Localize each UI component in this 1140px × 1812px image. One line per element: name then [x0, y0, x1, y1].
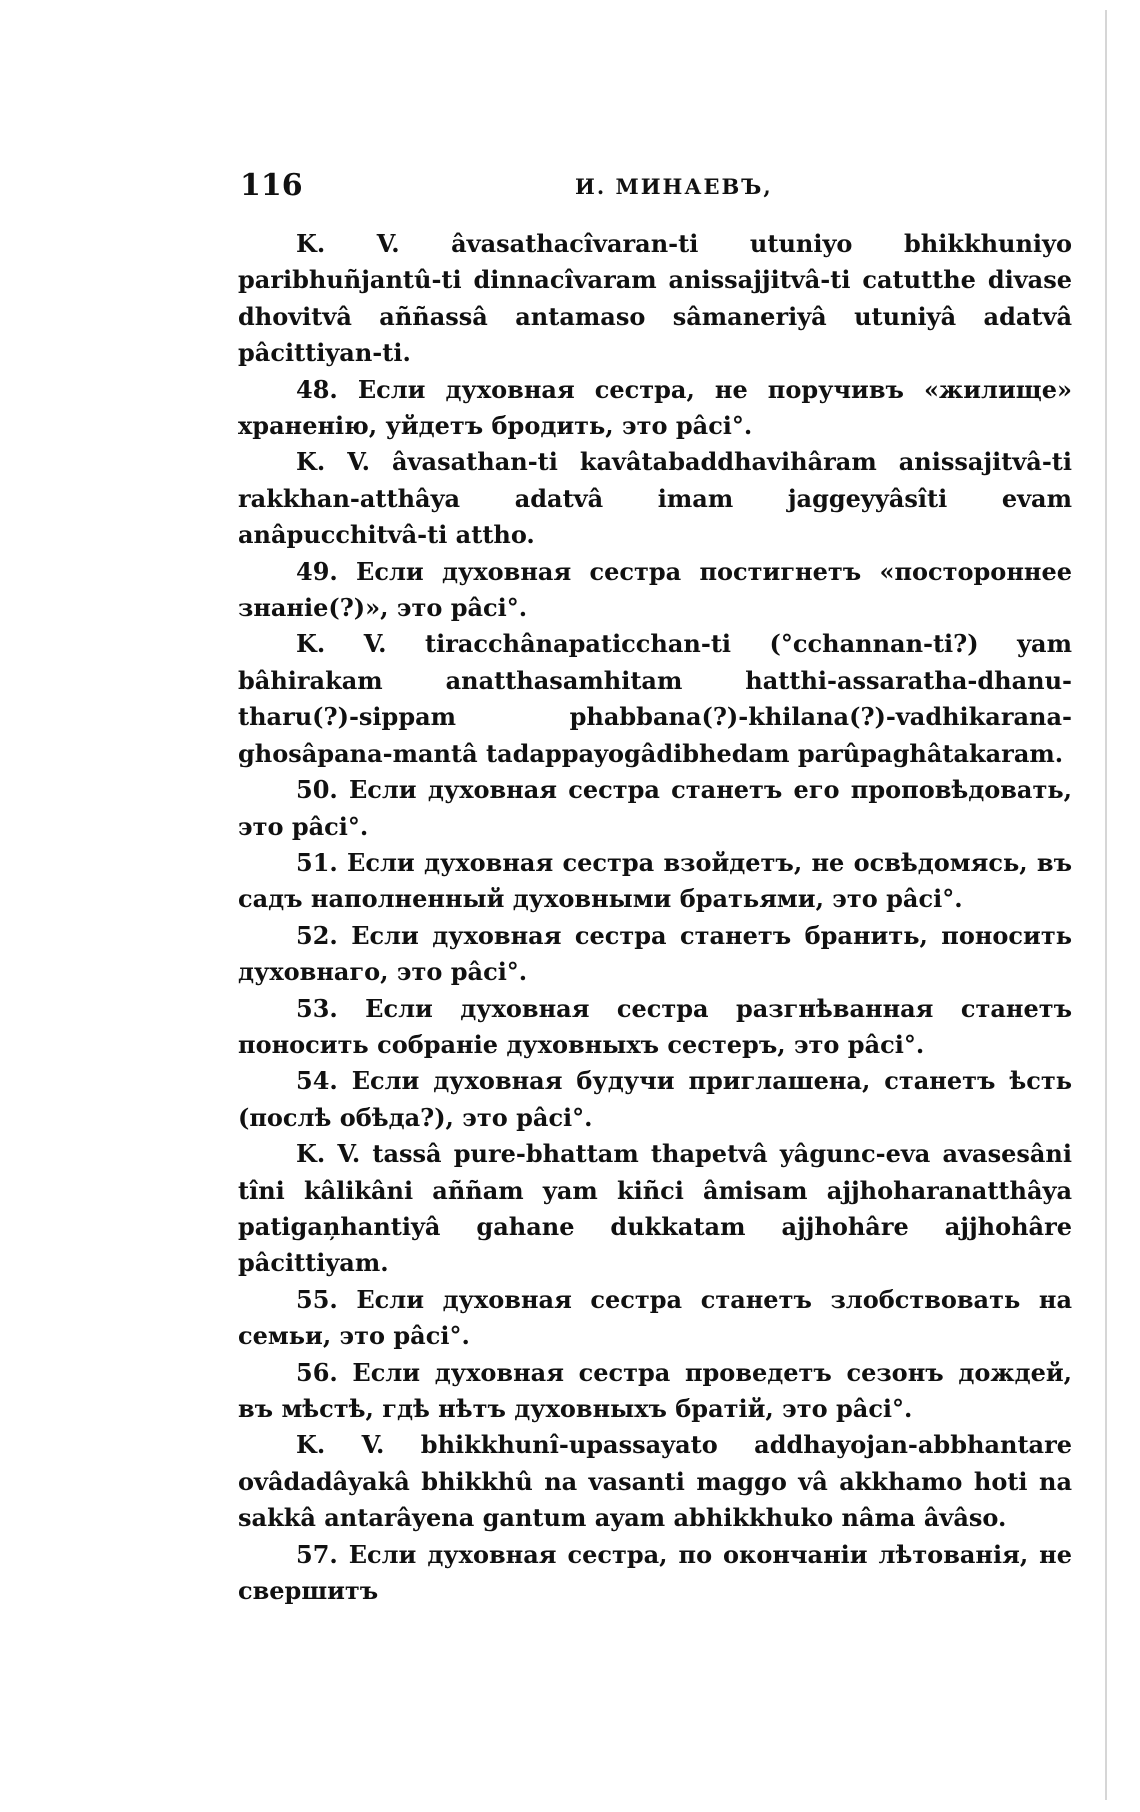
page-edge-rule: [1105, 10, 1107, 1800]
body-text: [238, 226, 1072, 1609]
paragraph-rule-56: 56. Если духовная сестра проведетъ сезонъ дождей, въ мѣстѣ, гдѣ нѣтъ духовныхъ братій, это pâci°.: [238, 1357, 1072, 1423]
paragraph-commentary-4: K. V. tassâ pure-bhattam thapetvâ yâgunc-eva avasesâni tîni kâlikâni aññam yam kiñci âmisam ajjhoharanatthâya patigaņhantiyâ gahane dukkatam ajjhohâre ajjhohâre pâcittiyam.: [238, 1139, 1072, 1278]
paragraph-rule-48: 48. Если духовная сестра, не поручивъ «жилище» храненію, уйдетъ бродить, это pâci°.: [238, 374, 1072, 441]
paragraph-commentary-3: K. V. tiracchânapaticchan-ti (°cchannan-ti?) yam bâhirakam anatthasamhitam hatthi-assaratha-dhanu-tharu(?)-sippam phabbana(?)-khilana(?)-vadhikarana-ghosâpana-mantâ tadappayogâdibhedam parûpaghâtakaram.: [238, 629, 1072, 768]
paragraph-rule-55: 55. Если духовная сестра станетъ злобствовать на семьи, это pâci°.: [238, 1284, 1072, 1351]
paragraph-rule-54: 54. Если духовная будучи приглашена, станетъ ѣсть (послѣ обѣда?), это pâci°.: [238, 1066, 1072, 1132]
paragraph-rule-49: 49. Если духовная сестра постигнетъ «постороннее знаніе(?)», это pâci°.: [238, 556, 1072, 623]
paragraph-rule-50: 50. Если духовная сестра станетъ его проповѣдовать, это pâci°.: [238, 775, 1072, 841]
running-head: [240, 168, 1070, 208]
paragraph-rule-52: 52. Если духовная сестра станетъ бранить, поносить духовнаго, это pâci°.: [238, 920, 1072, 987]
paragraph-commentary-1: K. V. âvasathacîvaran-ti utuniyo bhikkhuniyo paribhuñjantû-ti dinnacîvaram anissajjitvâ-ti catutthe divase dhovitvâ aññassâ antamaso sâmaneriyâ utuniyâ adatvâ pâcittiyan-ti.: [238, 229, 1072, 368]
paragraph-rule-57: 57. Если духовная сестра, по окончаніи лѣтованія, не свершитъ: [238, 1539, 1072, 1606]
paragraph-rule-53: 53. Если духовная сестра разгнѣванная станетъ поносить собраніе духовныхъ сестеръ, это pâci°.: [238, 993, 1072, 1059]
running-title: И. МИНАЕВЪ,: [575, 174, 773, 199]
paragraph-commentary-2: K. V. âvasathan-ti kavâtabaddhavihâram anissajitvâ-ti rakkhan-atthâya adatvâ imam jaggeyyâsîti evam anâpucchitvâ-ti attho.: [238, 447, 1072, 550]
paragraph-rule-51: 51. Если духовная сестра взойдетъ, не освѣдомясь, въ садъ наполненный духовными братьями, это pâci°.: [238, 847, 1072, 914]
paragraph-commentary-5: K. V. bhikkhunî-upassayato addhayojan-abbhantare ovâdadâyakâ bhikkhû na vasanti maggo vâ akkhamo hoti na sakkâ antarâyena gantum ayam abhikkhuko nâma âvâso.: [238, 1430, 1072, 1533]
page-number: 116: [240, 168, 303, 203]
